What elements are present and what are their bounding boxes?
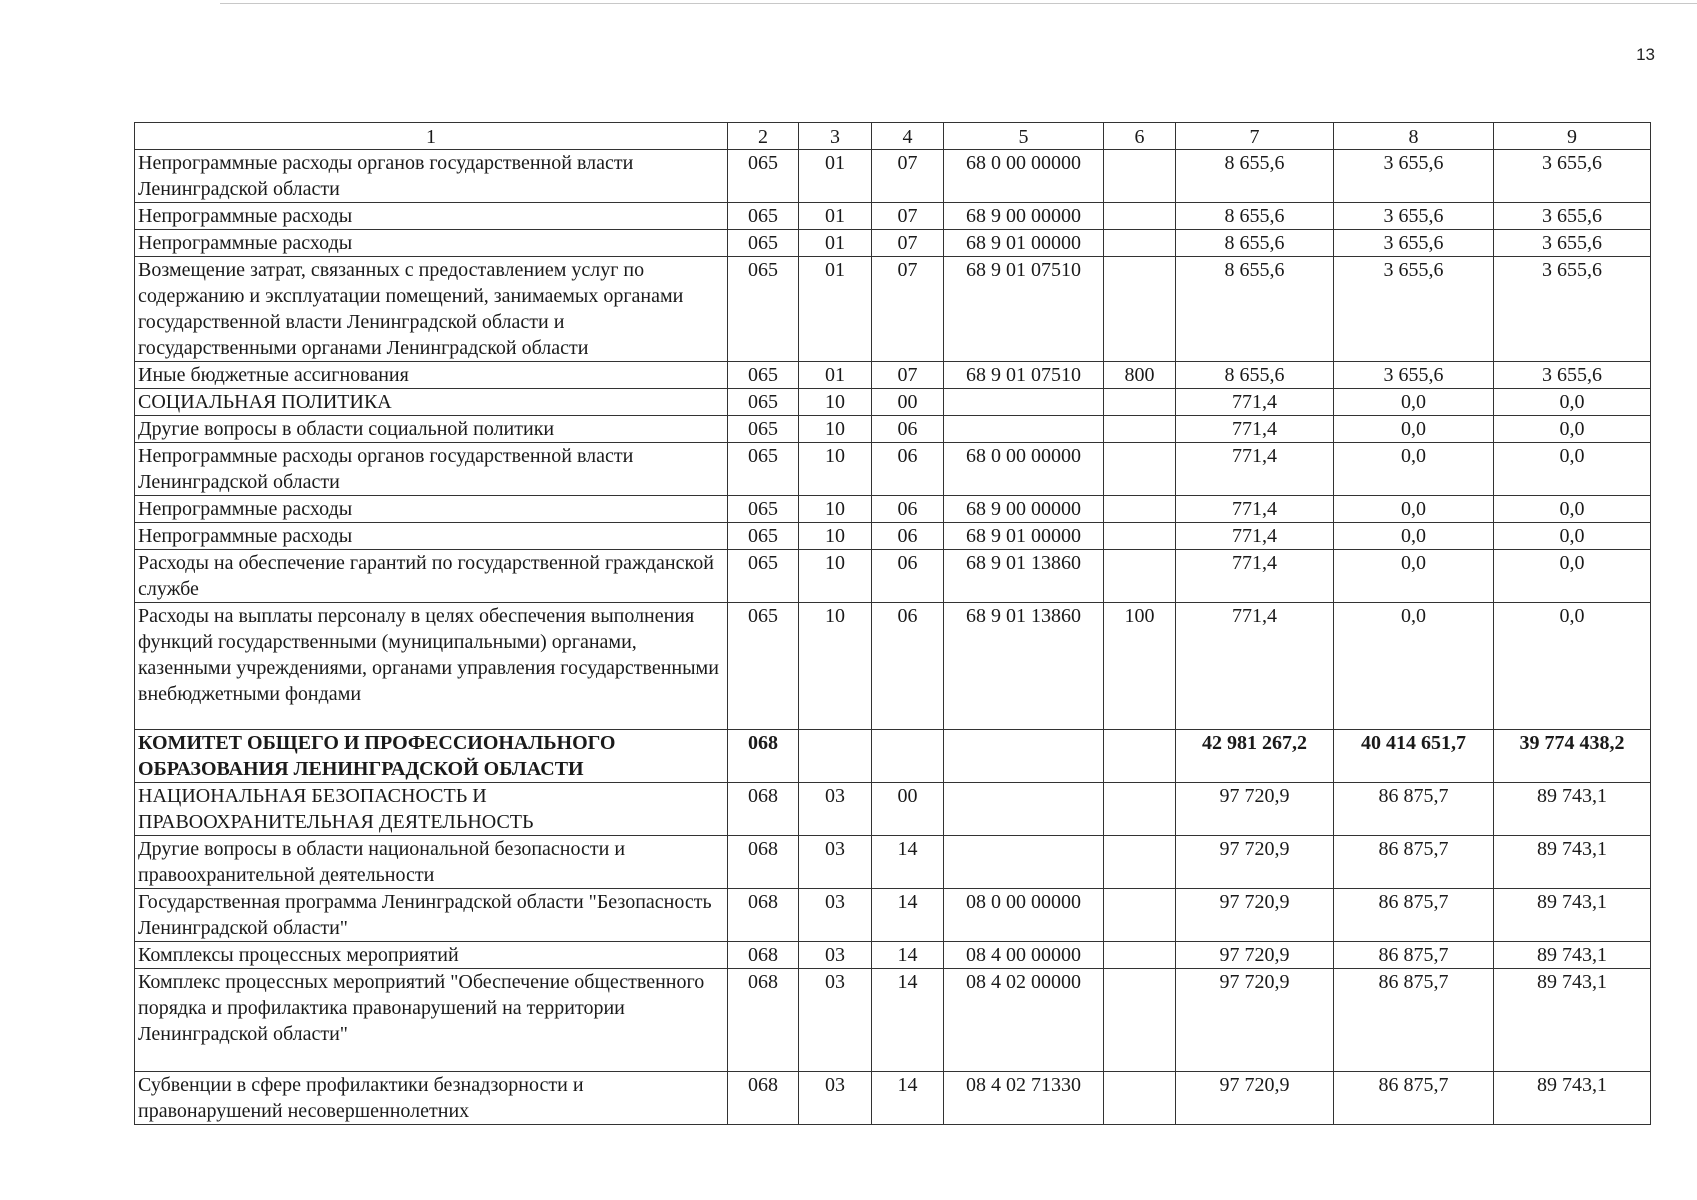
cell-amount-9: 3 655,6 xyxy=(1494,257,1651,362)
cell-ministry-code: 065 xyxy=(728,230,799,257)
cell-target-article: 68 0 00 00000 xyxy=(944,150,1104,203)
row-name: Непрограммные расходы органов государственной власти Ленинградской области xyxy=(135,150,728,203)
row-name: Комплекс процессных мероприятий "Обеспечение общественного порядка и профилактика правонарушений на территории Ленинградской области" xyxy=(135,969,728,1072)
cell-subsection: 07 xyxy=(872,203,944,230)
row-name: Другие вопросы в области социальной политики xyxy=(135,416,728,443)
cell-amount-8: 0,0 xyxy=(1334,496,1494,523)
cell-subsection: 07 xyxy=(872,362,944,389)
row-name: Комплексы процессных мероприятий xyxy=(135,942,728,969)
cell-amount-9: 89 743,1 xyxy=(1494,1072,1651,1125)
table-header-row xyxy=(135,123,1651,150)
column-header: 5 xyxy=(944,123,1104,150)
table-row xyxy=(135,836,1651,889)
cell-amount-7: 771,4 xyxy=(1176,603,1334,730)
cell-expense-type xyxy=(1104,969,1176,1072)
table-row xyxy=(135,1072,1651,1125)
row-name: Возмещение затрат, связанных с предоставлением услуг по содержанию и эксплуатации помещений, занимаемых органами государственной власти Ленинградской области и государственными органами Ленинградской области xyxy=(135,257,728,362)
column-header: 6 xyxy=(1104,123,1176,150)
cell-section: 01 xyxy=(799,257,872,362)
cell-amount-7: 97 720,9 xyxy=(1176,942,1334,969)
cell-subsection: 07 xyxy=(872,150,944,203)
cell-section: 01 xyxy=(799,150,872,203)
column-header: 8 xyxy=(1334,123,1494,150)
cell-subsection: 06 xyxy=(872,603,944,730)
cell-amount-8: 40 414 651,7 xyxy=(1334,730,1494,783)
table-row xyxy=(135,150,1651,203)
cell-amount-7: 97 720,9 xyxy=(1176,836,1334,889)
row-name: Непрограммные расходы xyxy=(135,523,728,550)
cell-amount-7: 42 981 267,2 xyxy=(1176,730,1334,783)
cell-target-article: 68 9 01 13860 xyxy=(944,603,1104,730)
row-name: Расходы на обеспечение гарантий по государственной гражданской службе xyxy=(135,550,728,603)
cell-subsection xyxy=(872,730,944,783)
cell-expense-type xyxy=(1104,496,1176,523)
row-name: КОМИТЕТ ОБЩЕГО И ПРОФЕССИОНАЛЬНОГО ОБРАЗОВАНИЯ ЛЕНИНГРАДСКОЙ ОБЛАСТИ xyxy=(135,730,728,783)
cell-ministry-code: 068 xyxy=(728,969,799,1072)
row-name: СОЦИАЛЬНАЯ ПОЛИТИКА xyxy=(135,389,728,416)
cell-amount-8: 86 875,7 xyxy=(1334,942,1494,969)
column-header: 1 xyxy=(135,123,728,150)
cell-amount-8: 0,0 xyxy=(1334,523,1494,550)
cell-amount-9: 89 743,1 xyxy=(1494,836,1651,889)
cell-expense-type xyxy=(1104,203,1176,230)
cell-amount-8: 86 875,7 xyxy=(1334,969,1494,1072)
cell-amount-7: 8 655,6 xyxy=(1176,150,1334,203)
cell-amount-9: 0,0 xyxy=(1494,550,1651,603)
row-name: Субвенции в сфере профилактики безнадзорности и правонарушений несовершеннолетних xyxy=(135,1072,728,1125)
table-row xyxy=(135,603,1651,730)
row-name: Непрограммные расходы xyxy=(135,496,728,523)
cell-expense-type xyxy=(1104,942,1176,969)
cell-subsection: 14 xyxy=(872,889,944,942)
cell-amount-8: 3 655,6 xyxy=(1334,362,1494,389)
cell-amount-8: 0,0 xyxy=(1334,416,1494,443)
cell-amount-8: 3 655,6 xyxy=(1334,150,1494,203)
cell-section: 01 xyxy=(799,230,872,257)
cell-subsection: 06 xyxy=(872,523,944,550)
cell-expense-type xyxy=(1104,257,1176,362)
cell-target-article: 68 9 00 00000 xyxy=(944,496,1104,523)
cell-amount-7: 771,4 xyxy=(1176,443,1334,496)
cell-amount-8: 86 875,7 xyxy=(1334,889,1494,942)
cell-subsection: 14 xyxy=(872,942,944,969)
cell-section: 03 xyxy=(799,836,872,889)
cell-amount-7: 771,4 xyxy=(1176,389,1334,416)
cell-amount-7: 771,4 xyxy=(1176,550,1334,603)
cell-target-article xyxy=(944,730,1104,783)
cell-amount-7: 8 655,6 xyxy=(1176,230,1334,257)
cell-ministry-code: 068 xyxy=(728,1072,799,1125)
cell-expense-type xyxy=(1104,150,1176,203)
cell-amount-8: 3 655,6 xyxy=(1334,257,1494,362)
cell-ministry-code: 068 xyxy=(728,783,799,836)
cell-subsection: 07 xyxy=(872,230,944,257)
cell-section: 03 xyxy=(799,783,872,836)
table-row xyxy=(135,230,1651,257)
cell-amount-9: 0,0 xyxy=(1494,443,1651,496)
cell-expense-type xyxy=(1104,889,1176,942)
cell-amount-9: 3 655,6 xyxy=(1494,150,1651,203)
cell-section: 10 xyxy=(799,603,872,730)
cell-section: 01 xyxy=(799,203,872,230)
cell-ministry-code: 065 xyxy=(728,150,799,203)
cell-section: 03 xyxy=(799,969,872,1072)
cell-amount-8: 3 655,6 xyxy=(1334,203,1494,230)
cell-amount-7: 97 720,9 xyxy=(1176,783,1334,836)
cell-amount-9: 39 774 438,2 xyxy=(1494,730,1651,783)
cell-ministry-code: 068 xyxy=(728,836,799,889)
cell-target-article: 68 9 01 13860 xyxy=(944,550,1104,603)
cell-amount-7: 8 655,6 xyxy=(1176,362,1334,389)
cell-target-article xyxy=(944,389,1104,416)
cell-amount-9: 0,0 xyxy=(1494,603,1651,730)
cell-amount-7: 97 720,9 xyxy=(1176,889,1334,942)
cell-target-article: 68 9 01 00000 xyxy=(944,230,1104,257)
cell-expense-type xyxy=(1104,230,1176,257)
table-row xyxy=(135,550,1651,603)
page-number: 13 xyxy=(1636,45,1655,64)
cell-ministry-code: 065 xyxy=(728,362,799,389)
table-row xyxy=(135,203,1651,230)
cell-amount-8: 86 875,7 xyxy=(1334,836,1494,889)
cell-ministry-code: 068 xyxy=(728,730,799,783)
cell-amount-7: 8 655,6 xyxy=(1176,257,1334,362)
cell-amount-8: 0,0 xyxy=(1334,443,1494,496)
column-header: 7 xyxy=(1176,123,1334,150)
table-row xyxy=(135,496,1651,523)
table-row xyxy=(135,443,1651,496)
row-name: НАЦИОНАЛЬНАЯ БЕЗОПАСНОСТЬ И ПРАВООХРАНИТЕЛЬНАЯ ДЕЯТЕЛЬНОСТЬ xyxy=(135,783,728,836)
cell-subsection: 06 xyxy=(872,416,944,443)
table-row xyxy=(135,362,1651,389)
cell-target-article xyxy=(944,783,1104,836)
cell-amount-8: 3 655,6 xyxy=(1334,230,1494,257)
cell-target-article: 08 0 00 00000 xyxy=(944,889,1104,942)
row-name: Другие вопросы в области национальной безопасности и правоохранительной деятельности xyxy=(135,836,728,889)
table-row xyxy=(135,389,1651,416)
cell-ministry-code: 065 xyxy=(728,257,799,362)
table-row xyxy=(135,889,1651,942)
cell-section: 10 xyxy=(799,389,872,416)
column-header: 9 xyxy=(1494,123,1651,150)
table-row xyxy=(135,416,1651,443)
cell-expense-type: 800 xyxy=(1104,362,1176,389)
cell-target-article: 08 4 00 00000 xyxy=(944,942,1104,969)
cell-section: 10 xyxy=(799,416,872,443)
cell-section: 03 xyxy=(799,1072,872,1125)
cell-target-article: 68 9 00 00000 xyxy=(944,203,1104,230)
table-row xyxy=(135,523,1651,550)
cell-ministry-code: 065 xyxy=(728,496,799,523)
table-row xyxy=(135,783,1651,836)
cell-amount-9: 0,0 xyxy=(1494,523,1651,550)
cell-subsection: 14 xyxy=(872,969,944,1072)
cell-expense-type xyxy=(1104,550,1176,603)
cell-expense-type xyxy=(1104,416,1176,443)
cell-target-article: 68 9 01 00000 xyxy=(944,523,1104,550)
cell-section xyxy=(799,730,872,783)
cell-expense-type xyxy=(1104,443,1176,496)
scan-artifact-line xyxy=(220,3,1697,4)
cell-expense-type xyxy=(1104,730,1176,783)
row-name: Иные бюджетные ассигнования xyxy=(135,362,728,389)
row-name: Непрограммные расходы органов государственной власти Ленинградской области xyxy=(135,443,728,496)
cell-subsection: 14 xyxy=(872,1072,944,1125)
cell-ministry-code: 068 xyxy=(728,942,799,969)
cell-section: 10 xyxy=(799,550,872,603)
cell-subsection: 06 xyxy=(872,443,944,496)
cell-ministry-code: 065 xyxy=(728,603,799,730)
cell-subsection: 14 xyxy=(872,836,944,889)
cell-ministry-code: 065 xyxy=(728,203,799,230)
cell-target-article: 08 4 02 00000 xyxy=(944,969,1104,1072)
column-header: 3 xyxy=(799,123,872,150)
cell-amount-7: 97 720,9 xyxy=(1176,1072,1334,1125)
cell-ministry-code: 068 xyxy=(728,889,799,942)
cell-section: 10 xyxy=(799,496,872,523)
cell-section: 10 xyxy=(799,523,872,550)
cell-amount-9: 89 743,1 xyxy=(1494,969,1651,1072)
cell-section: 01 xyxy=(799,362,872,389)
cell-expense-type: 100 xyxy=(1104,603,1176,730)
cell-target-article xyxy=(944,416,1104,443)
cell-expense-type xyxy=(1104,1072,1176,1125)
cell-amount-9: 3 655,6 xyxy=(1494,362,1651,389)
cell-amount-7: 771,4 xyxy=(1176,523,1334,550)
cell-amount-8: 0,0 xyxy=(1334,550,1494,603)
cell-amount-9: 0,0 xyxy=(1494,496,1651,523)
cell-subsection: 00 xyxy=(872,389,944,416)
cell-section: 10 xyxy=(799,443,872,496)
row-name: Непрограммные расходы xyxy=(135,203,728,230)
cell-expense-type xyxy=(1104,523,1176,550)
cell-ministry-code: 065 xyxy=(728,523,799,550)
table-row-committee xyxy=(135,730,1651,783)
cell-target-article xyxy=(944,836,1104,889)
cell-expense-type xyxy=(1104,836,1176,889)
cell-amount-9: 89 743,1 xyxy=(1494,942,1651,969)
cell-amount-8: 0,0 xyxy=(1334,389,1494,416)
cell-amount-7: 97 720,9 xyxy=(1176,969,1334,1072)
cell-amount-8: 0,0 xyxy=(1334,603,1494,730)
cell-ministry-code: 065 xyxy=(728,443,799,496)
cell-amount-8: 86 875,7 xyxy=(1334,783,1494,836)
cell-subsection: 06 xyxy=(872,550,944,603)
cell-target-article: 68 9 01 07510 xyxy=(944,362,1104,389)
table-row xyxy=(135,257,1651,362)
table-row xyxy=(135,942,1651,969)
cell-section: 03 xyxy=(799,942,872,969)
cell-amount-9: 89 743,1 xyxy=(1494,889,1651,942)
cell-amount-9: 89 743,1 xyxy=(1494,783,1651,836)
cell-subsection: 06 xyxy=(872,496,944,523)
cell-section: 03 xyxy=(799,889,872,942)
cell-subsection: 00 xyxy=(872,783,944,836)
cell-amount-9: 0,0 xyxy=(1494,389,1651,416)
cell-ministry-code: 065 xyxy=(728,389,799,416)
cell-amount-9: 3 655,6 xyxy=(1494,230,1651,257)
cell-ministry-code: 065 xyxy=(728,550,799,603)
row-name: Расходы на выплаты персоналу в целях обеспечения выполнения функций государственными (муниципальными) органами, казенными учреждениями, органами управления государственными внебюджетными фондами xyxy=(135,603,728,730)
row-name: Непрограммные расходы xyxy=(135,230,728,257)
cell-amount-9: 0,0 xyxy=(1494,416,1651,443)
cell-target-article: 08 4 02 71330 xyxy=(944,1072,1104,1125)
cell-amount-8: 86 875,7 xyxy=(1334,1072,1494,1125)
row-name: Государственная программа Ленинградской области "Безопасность Ленинградской области" xyxy=(135,889,728,942)
cell-subsection: 07 xyxy=(872,257,944,362)
cell-amount-7: 8 655,6 xyxy=(1176,203,1334,230)
cell-target-article: 68 9 01 07510 xyxy=(944,257,1104,362)
column-header: 4 xyxy=(872,123,944,150)
cell-amount-7: 771,4 xyxy=(1176,416,1334,443)
cell-ministry-code: 065 xyxy=(728,416,799,443)
cell-expense-type xyxy=(1104,389,1176,416)
table-row xyxy=(135,969,1651,1072)
cell-target-article: 68 0 00 00000 xyxy=(944,443,1104,496)
budget-table xyxy=(134,122,1651,1125)
cell-amount-7: 771,4 xyxy=(1176,496,1334,523)
cell-expense-type xyxy=(1104,783,1176,836)
cell-amount-9: 3 655,6 xyxy=(1494,203,1651,230)
column-header: 2 xyxy=(728,123,799,150)
